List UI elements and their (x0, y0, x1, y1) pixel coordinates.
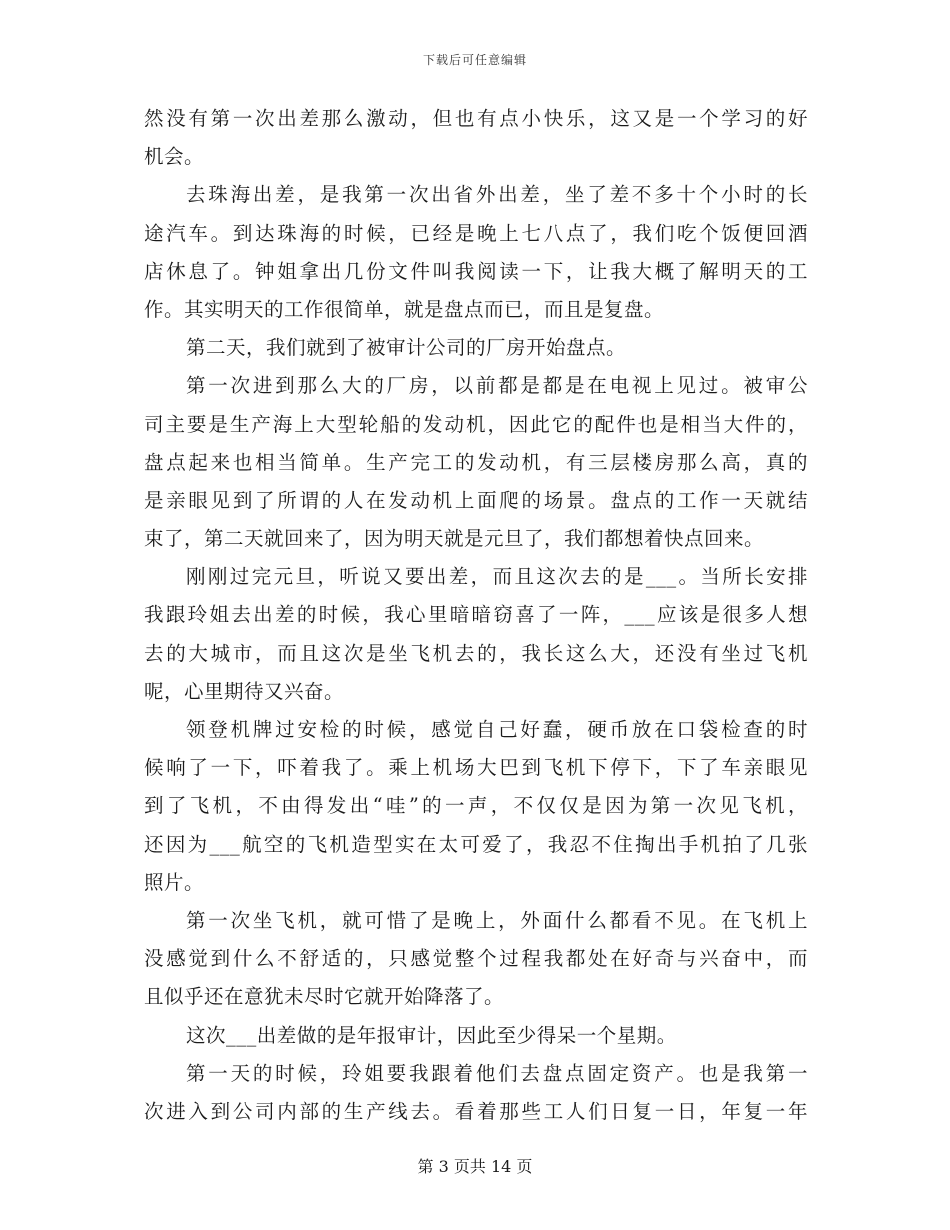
page-number-footer: 第 3 页共 14 页 (417, 1157, 533, 1176)
text-line: 店休息了。钟姐拿出几份文件叫我阅读一下，让我大概了解明天的工 (144, 259, 808, 283)
text-line: 到了飞机，不由得发出“哇”的一声，不仅仅是因为第一次见飞机， (144, 794, 808, 818)
text-line: 领登机牌过安检的时候，感觉自己好蠢，硬币放在口袋检查的时 (186, 718, 808, 741)
text-line: 我跟玲姐去出差的时候，我心里暗暗窃喜了一阵，___应该是很多人想 (144, 603, 808, 627)
text-line: 候响了一下，吓着我了。乘上机场大巴到飞机下停下，下了车亲眼见 (144, 756, 808, 780)
text-line: 是亲眼见到了所谓的人在发动机上面爬的场景。盘点的工作一天就结 (144, 488, 808, 512)
text-line: 第一次坐飞机，就可惜了是晚上，外面什么都看不见。在飞机上 (186, 908, 808, 932)
text-line: 第一天的时候，玲姐要我跟着他们去盘点固定资产。也是我第一 (186, 1061, 808, 1085)
text-line: 还因为___航空的飞机造型实在太可爱了，我忍不住掏出手机拍了几张 (144, 832, 808, 856)
text-line: 机会。 (144, 145, 205, 169)
text-line: 次进入到公司内部的生产线去。看着那些工人们日复一日，年复一年 (144, 1099, 808, 1123)
text-line: 作。其实明天的工作很简单，就是盘点而已，而且是复盘。 (144, 297, 665, 321)
text-line: 且似乎还在意犹未尽时它就开始降落了。 (144, 985, 505, 1009)
text-line: 然没有第一次出差那么激动，但也有点小快乐，这又是一个学习的好 (144, 107, 808, 130)
text-line: 第二天，我们就到了被审计公司的厂房开始盘点。 (186, 336, 627, 360)
text-line: 这次___出差做的是年报审计，因此至少得呆一个星期。 (186, 1023, 677, 1047)
text-line: 没感觉到什么不舒适的，只感觉整个过程我都处在好奇与兴奋中，而 (144, 947, 808, 971)
document-body (144, 100, 808, 1131)
text-line: 去的大城市，而且这次是坐飞机去的，我长这么大，还没有坐过飞机 (144, 641, 808, 665)
text-line: 去珠海出差，是我第一次出省外出差，坐了差不多十个小时的长 (186, 183, 808, 207)
text-line: 盘点起来也相当简单。生产完工的发动机，有三层楼房那么高，真的 (144, 450, 808, 474)
text-line: 途汽车。到达珠海的时候，已经是晚上七八点了，我们吃个饭便回酒 (144, 221, 808, 245)
page-header: 下载后可任意编辑 (422, 53, 527, 67)
text-line: 司主要是生产海上大型轮船的发动机，因此它的配件也是相当大件的， (144, 412, 808, 436)
text-line: 呢，心里期待又兴奋。 (144, 679, 345, 703)
text-line: 束了，第二天就回来了，因为明天就是元旦了，我们都想着快点回来。 (144, 527, 765, 551)
text-line: 刚刚过完元旦，听说又要出差，而且这次去的是___。当所长安排 (186, 565, 808, 589)
text-line: 照片。 (144, 870, 205, 894)
text-line: 第一次进到那么大的厂房，以前都是都是在电视上见过。被审公 (186, 374, 808, 398)
